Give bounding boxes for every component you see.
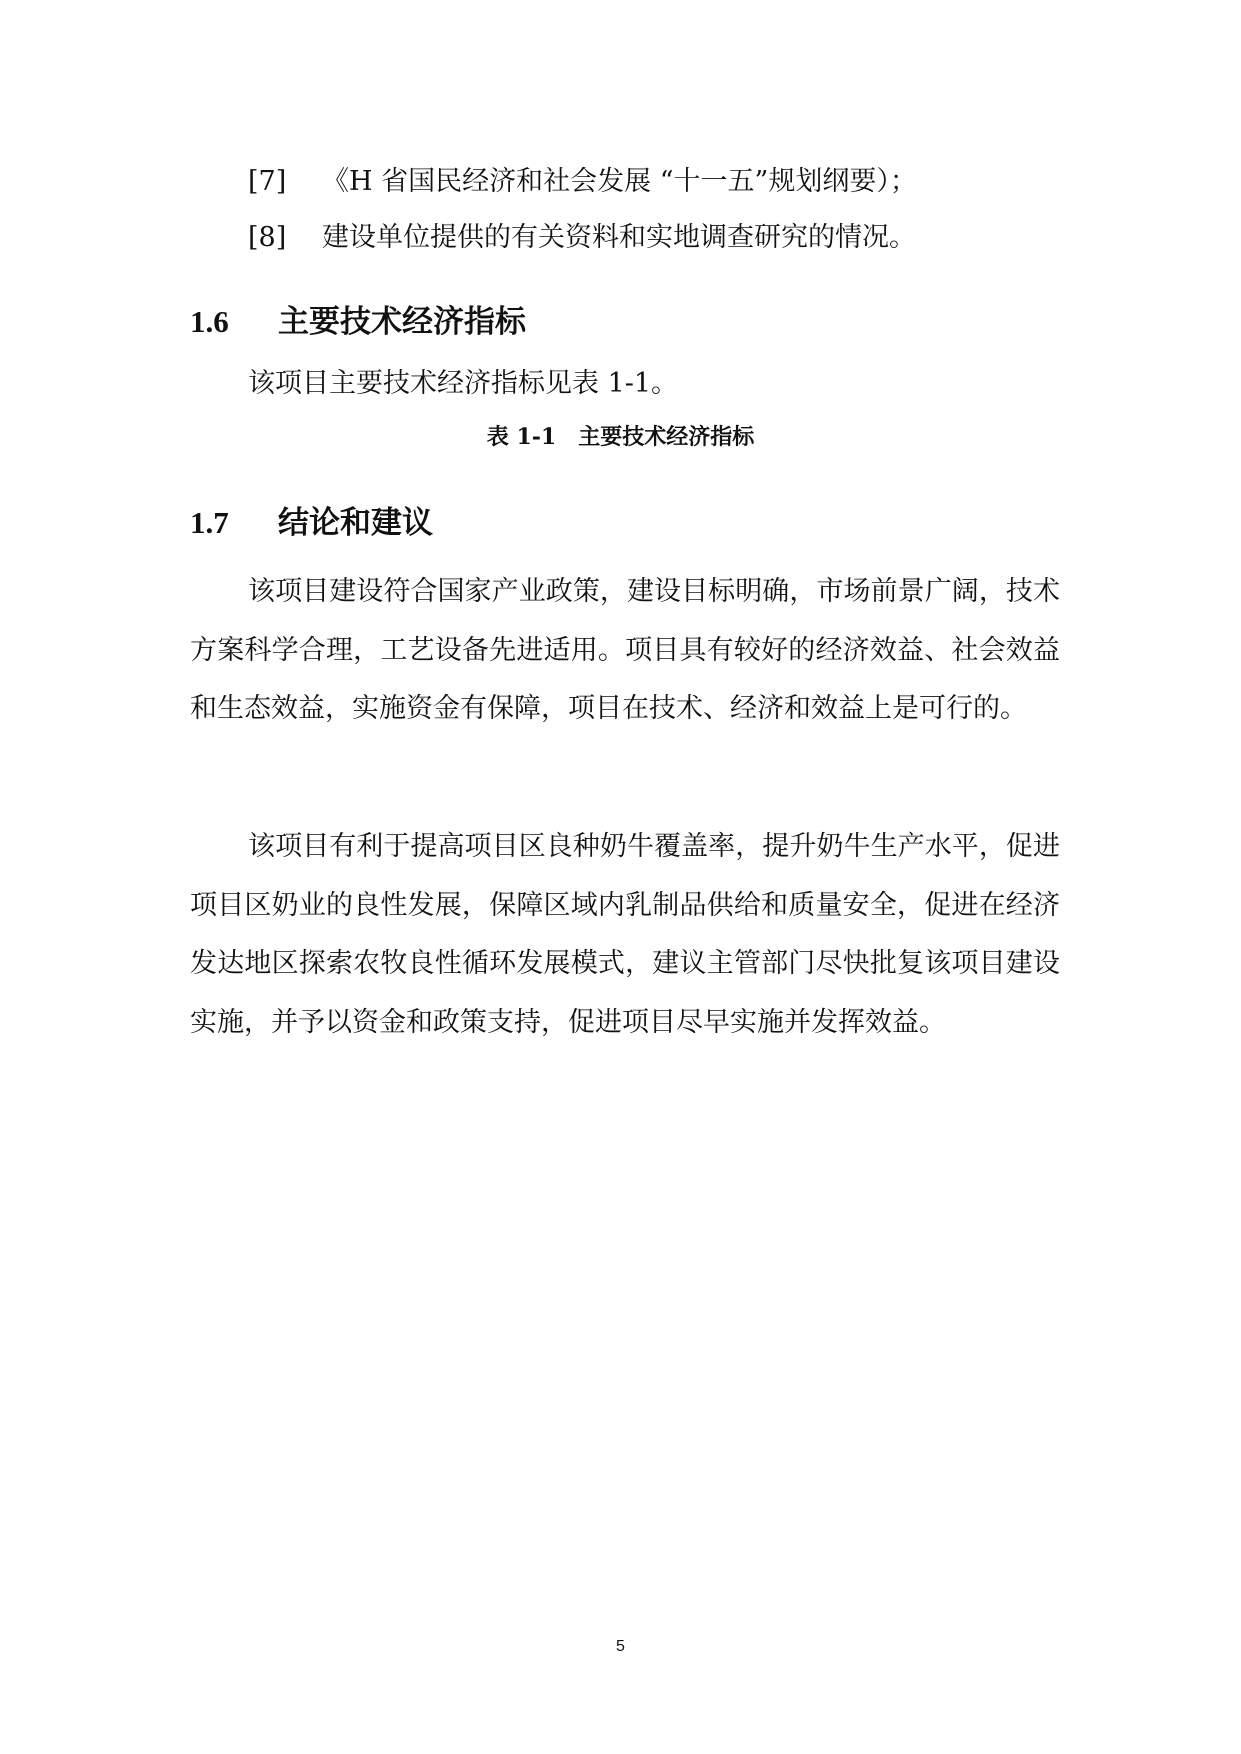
section-number: 1.7 xyxy=(190,505,229,540)
section-intro: 该项目主要技术经济指标见表 1-1。 xyxy=(248,368,679,399)
conclusion-paragraph-2: 该项目有利于提高项目区良种奶牛覆盖率，提升奶牛生产水平，促进项目区奶业的良性发展，保障区域内乳制品供给和质量安全，促进在经济发达地区探索农牧良性循环发展模式，建议主管部门尽快批复该项目建设实施，并予以资金和政策支持，促进项目尽早实施并发挥效益。 xyxy=(190,831,1060,1038)
reference-number: [8] xyxy=(248,222,287,253)
table-caption: 表 1-1 主要技术经济指标 xyxy=(486,424,755,450)
section-title: 结论和建议 xyxy=(278,505,433,541)
reference-text: 建设单位提供的有关资料和实地调查研究的情况。 xyxy=(322,222,916,253)
reference-text: 《H 省国民经济和社会发展 “十一五”规划纲要）； xyxy=(322,166,917,197)
page-number: 5 xyxy=(616,1638,625,1655)
reference-item-7 xyxy=(248,162,917,202)
reference-item-8 xyxy=(248,218,916,258)
section-title: 主要技术经济指标 xyxy=(278,304,526,340)
section-heading-1-6 xyxy=(190,300,526,344)
section-number: 1.6 xyxy=(190,304,229,339)
reference-number: [7] xyxy=(248,166,287,197)
conclusion-paragraph-1: 该项目建设符合国家产业政策，建设目标明确，市场前景广阔，技术方案科学合理，工艺设备先进适用。项目具有较好的经济效益、社会效益和生态效益，实施资金有保障，项目在技术、经济和效益上是可行的。 xyxy=(190,576,1060,724)
section-heading-1-7 xyxy=(190,501,433,545)
